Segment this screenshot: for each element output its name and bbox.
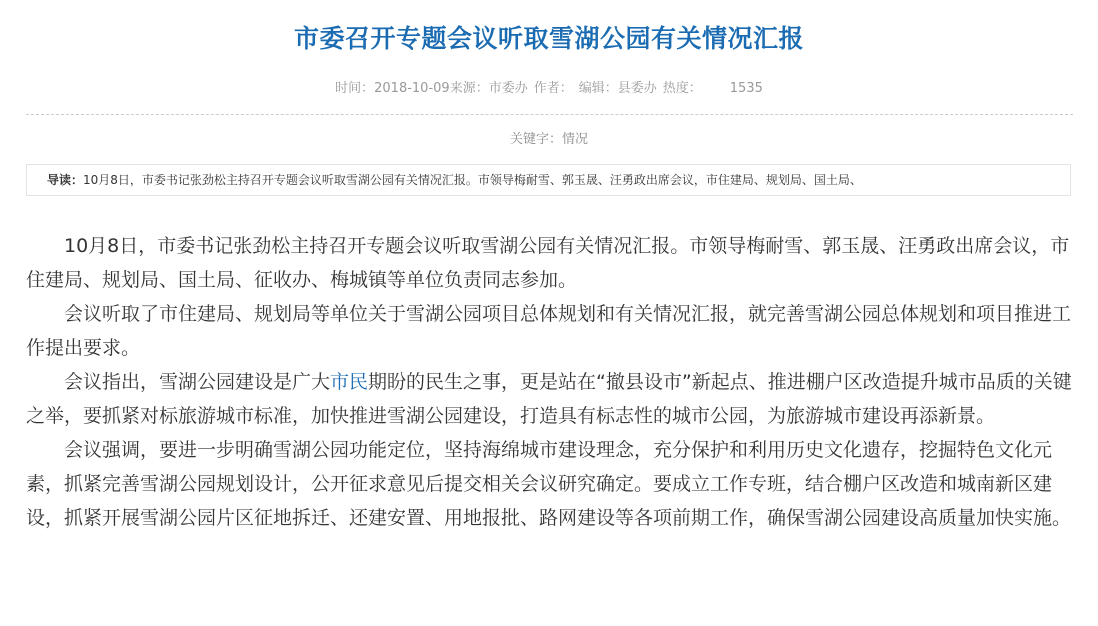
- paragraph-3-text-b: 期盼的民生之事，更是站在“撤县设市”新起点、推进棚户区改造提升城市品质的关键之举，要抓紧对标旅游城市标准，加快推进雪湖公园建设，打造具有标志性的城市公园，为旅游城市建设再添新景。: [26, 371, 1072, 427]
- source-value: 市委办: [488, 81, 528, 96]
- editor-label: 编辑：: [578, 81, 618, 96]
- lead-label: 导读：: [47, 173, 84, 187]
- lead-text: 10月8日，市委书记张劲松主持召开专题会议听取雪湖公园有关情况汇报。市领导梅耐雪、郭玉晟、汪勇政出席会议，市住建局、规划局、国土局、: [83, 173, 862, 187]
- views-count: 1535: [729, 81, 763, 96]
- keywords-row: [0, 131, 1098, 149]
- article-title: 市委召开专题会议听取雪湖公园有关情况汇报: [293, 24, 804, 53]
- author-label: 作者：: [533, 81, 573, 96]
- article-paragraph-3: [26, 365, 1072, 433]
- keyword-tag[interactable]: 情况: [562, 132, 589, 147]
- article-paragraph-2: 会议听取了市住建局、规划局等单位关于雪湖公园项目总体规划和有关情况汇报，就完善雪湖公园总体规划和项目推进工作提出要求。: [26, 303, 1072, 359]
- source-label: 来源：: [449, 81, 489, 96]
- article-paragraph-4: 会议强调，要进一步明确雪湖公园功能定位，坚持海绵城市建设理念，充分保护和利用历史文化遗存，挖掘特色文化元素，抓紧完善雪湖公园规划设计，公开征求意见后提交相关会议研究确定。要成立工作专班，结合棚户区改造和城南新区建设，抓紧开展雪湖公园片区征地拆迁、还建安置、用地报批、路网建设等各项前期工作，确保雪湖公园建设高质量加快实施。: [26, 439, 1072, 529]
- article-body: [26, 229, 1072, 535]
- paragraph-3-text-a: 会议指出，雪湖公园建设是广大: [64, 371, 331, 393]
- time-label: 时间：: [335, 81, 375, 96]
- editor-value: 县委办: [617, 81, 657, 96]
- article-paragraph-1: 10月8日，市委书记张劲松主持召开专题会议听取雪湖公园有关情况汇报。市领导梅耐雪、郭玉晟、汪勇政出席会议，市住建局、规划局、国土局、征收办、梅城镇等单位负责同志参加。: [26, 235, 1070, 291]
- article-meta: [0, 80, 1098, 98]
- meta-divider: [26, 114, 1073, 115]
- keywords-label: 关键字：: [509, 132, 562, 147]
- views-label: 热度：: [662, 81, 702, 96]
- publish-time: 2018-10-09: [374, 81, 450, 96]
- citizen-link[interactable]: 市民: [330, 371, 369, 393]
- lead-summary-box: [26, 164, 1071, 196]
